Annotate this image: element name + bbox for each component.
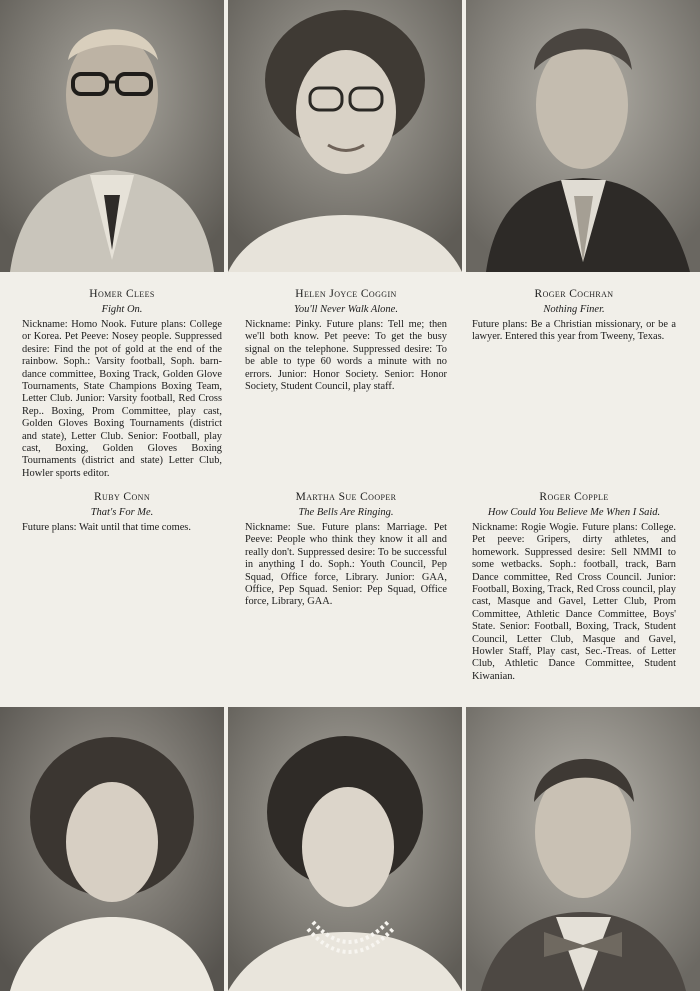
student-motto: The Bells Are Ringing. [298,507,394,518]
senior-entry-helen-joyce-coggin [245,287,447,393]
senior-entry-roger-copple [472,490,676,683]
portrait-photo-roger-cochran [466,0,700,272]
student-motto: That's For Me. [90,507,154,518]
portrait-photo-roger-copple [466,707,700,991]
senior-entry-roger-cochran [472,287,676,344]
student-motto: You'll Never Walk Alone. [294,304,398,315]
student-motto: Nothing Finer. [543,304,605,315]
student-name: Roger Copple [539,491,609,503]
student-description: Future plans: Be a Christian missionary, or be a lawyer. Entered this year from Tweeny, Texas. [472,319,676,343]
student-motto: How Could You Believe Me When I Said. [487,507,661,518]
student-name: Martha Sue Cooper [295,491,397,503]
portrait-photo-ruby-conn [0,707,224,991]
senior-entry-homer-clees [22,287,222,480]
student-description: Future plans: Wait until that time comes. [22,522,191,533]
student-description: Nickname: Pinky. Future plans: Tell me; then we'll both know. Pet peeve: To get the busy signal on the telephone. Suppressed desire: To be able to type 60 words a minute with no errors. Junior: Honor Society. Senior: Honor Society, Student Council, play staff. [245,319,447,393]
student-motto: Fight On. [101,304,143,315]
student-name: Roger Cochran [534,288,614,300]
student-name: Homer Clees [89,288,155,300]
portrait-photo-homer-clees [0,0,224,272]
senior-entry-martha-sue-cooper [245,490,447,609]
portrait-photo-martha-sue-cooper [228,707,462,991]
student-name: Helen Joyce Coggin [295,288,397,300]
portrait-photo-helen-joyce-coggin [228,0,462,272]
student-description: Nickname: Homo Nook. Future plans: College or Korea. Pet Peeve: Nosey people. Suppressed desire: Find the pot of gold at the end of the rainbow. Soph.: Varsity football, Soph. barn-dance committee, Boxing Track, Golden Glove Tournaments, State Champions Boxing Team, Letter Club. Junior: Varsity football, Red Cross Rep.. Boxing, Prom Committee, play cast, Golden Gloves Boxing Tournaments (district and state), Letter Club. Senior: Football, play cast, Boxing, Golden Gloves Boxing Tournaments (district and state) Letter Club, Howler sports editor. [22,319,222,479]
student-name: Ruby Conn [93,491,151,503]
student-description: Nickname: Sue. Future plans: Marriage. Pet Peeve: People who think they know it all and really don't. Suppressed desire: To be successful in anything I do. Soph.: Youth Council, Pep Squad, Office force, Library. Junior: GAA, Office, Pep Squad. Senior: Pep Squad, Office force, Library, GAA. [245,522,447,608]
senior-entry-ruby-conn [22,490,222,534]
student-description: Nickname: Rogie Wogie. Future plans: College. Pet peeve: Gripers, dirty athletes, and homework. Suppressed desire: Sell NMMI to some wetbacks. Soph.: football, track, Barn Dance committee, Red Cross Council. Junior: Football, Boxing, Track, Red Cross council, play cast, Masque and Gavel, Letter Club, Prom Committee, Athletic Dance Committee, Boys' State. Senior: Football, Boxing, Track, Student Council, Letter Club, Masque and Gavel, Howler Staff, Play cast, Sec.-Treas. of Letter Club, Athletic Dance Committee, Student Kiwanian. [472,522,676,682]
